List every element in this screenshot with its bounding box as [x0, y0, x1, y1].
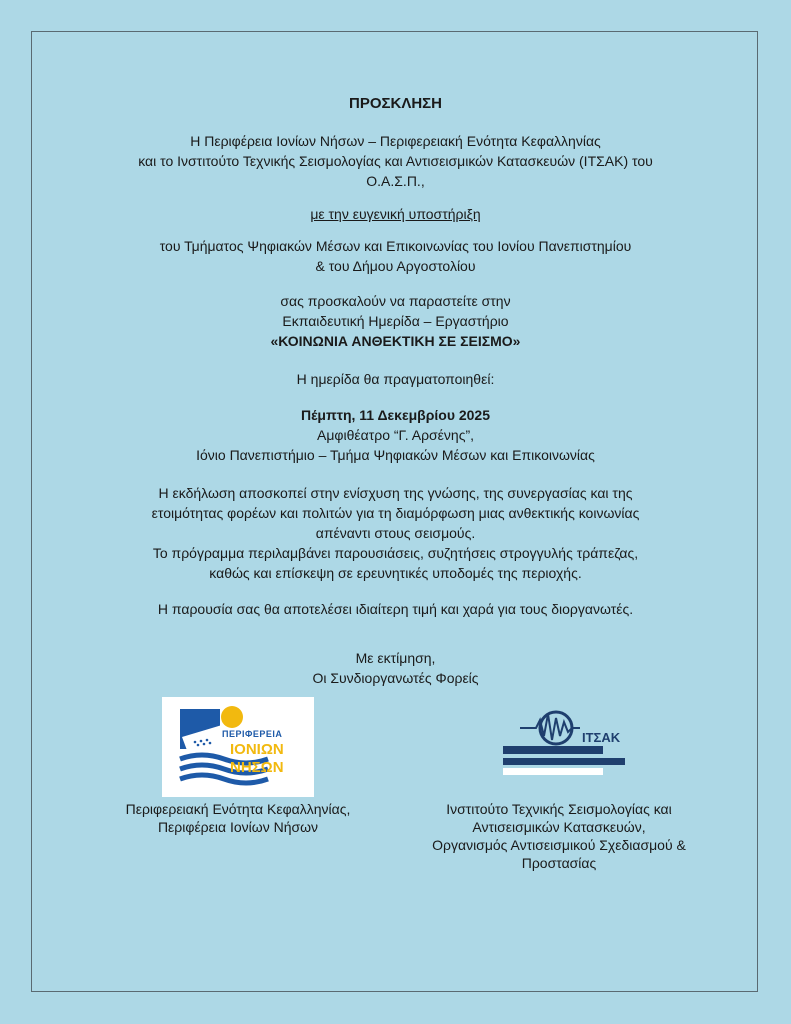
ionian-region-logo — [162, 697, 314, 797]
logo-right-text: ΙΤΣΑΚ — [582, 730, 621, 745]
logo-left-line-3: ΝΗΣΩΝ — [230, 759, 284, 776]
closing-text: Η παρουσία σας θα αποτελέσει ιδιαίτερη τιμή και χαρά για τους διοργανωτές. — [157, 601, 634, 617]
organizers-line-3: Ο.Α.Σ.Π., — [366, 173, 425, 189]
description-line-1: Η εκδήλωση αποσκοπεί στην ενίσχυση της γνώσης, της συνεργασίας και της — [158, 485, 633, 501]
venue-line-2: Ιόνιο Πανεπιστήμιο – Τμήμα Ψηφιακών Μέσων και Επικοινωνίας — [196, 447, 595, 463]
event-name: «ΚΟΙΝΩΝΙΑ ΑΝΘΕΚΤΙΚΗ ΣΕ ΣΕΙΣΜΟ» — [270, 333, 521, 349]
itsak-logo — [500, 706, 632, 780]
logo-left-line-2: ΙΟΝΙΩΝ — [230, 741, 284, 758]
signoff-line-2: Οι Συνδιοργανωτές Φορείς — [312, 670, 479, 686]
event-date: Πέμπτη, 11 Δεκεμβρίου 2025 — [300, 407, 490, 423]
will-take-place: Η ημερίδα θα πραγματοποιηθεί: — [296, 371, 495, 387]
support-label-row — [0, 204, 791, 224]
invite-line-2: Εκπαιδευτική Ημερίδα – Εργαστήριο — [282, 313, 509, 329]
caption-right-line-2: Αντισεισμικών Κατασκευών, — [472, 819, 646, 835]
caption-right-line-3: Οργανισμός Αντισεισμικού Σχεδιασμού & — [432, 837, 686, 853]
supporters-line-1: του Τμήματος Ψηφιακών Μέσων και Επικοινωνίας του Ιονίου Πανεπιστημίου — [159, 238, 632, 254]
supporters-line-2: & του Δήμου Αργοστολίου — [315, 258, 476, 274]
invite-line-1: σας προσκαλούν να παραστείτε στην — [280, 293, 511, 309]
description-line-5: καθώς και επίσκεψη σε ερευνητικές υποδομές της περιοχής. — [209, 565, 582, 581]
caption-left-line-1: Περιφερειακή Ενότητα Κεφαλληνίας, — [125, 801, 351, 817]
description-line-4: Το πρόγραμμα περιλαμβάνει παρουσιάσεις, συζητήσεις στρογγυλής τράπεζας, — [152, 545, 639, 561]
caption-right-line-1: Ινστιτούτο Τεχνικής Σεισμολογίας και — [446, 801, 672, 817]
logo-left-line-1: ΠΕΡΙΦΕΡΕΙΑ — [222, 729, 283, 739]
caption-left — [96, 800, 380, 836]
organizers-line-2: και το Ινστιτούτο Τεχνικής Σεισμολογίας και Αντισεισμικών Κατασκευών (ΙΤΣΑΚ) του — [138, 153, 653, 169]
caption-left-line-2: Περιφέρεια Ιονίων Νήσων — [157, 819, 319, 835]
description-line-3: απέναντι στους σεισμούς. — [315, 525, 476, 541]
organizers-line-1: Η Περιφέρεια Ιονίων Νήσων – Περιφερειακή Ενότητα Κεφαλληνίας — [190, 133, 601, 149]
support-label: με την ευγενική υποστήριξη — [310, 206, 481, 222]
signoff-line-1: Με εκτίμηση, — [355, 650, 436, 666]
venue-line-1: Αμφιθέατρο “Γ. Αρσένης”, — [317, 427, 474, 443]
invitation-title: ΠΡΟΣΚΛΗΣΗ — [348, 95, 442, 112]
caption-right — [400, 800, 718, 872]
caption-right-line-4: Προστασίας — [521, 855, 597, 871]
description-line-2: ετοιμότητας φορέων και πολιτών για τη διαμόρφωση μιας ανθεκτικής κοινωνίας — [151, 505, 640, 521]
